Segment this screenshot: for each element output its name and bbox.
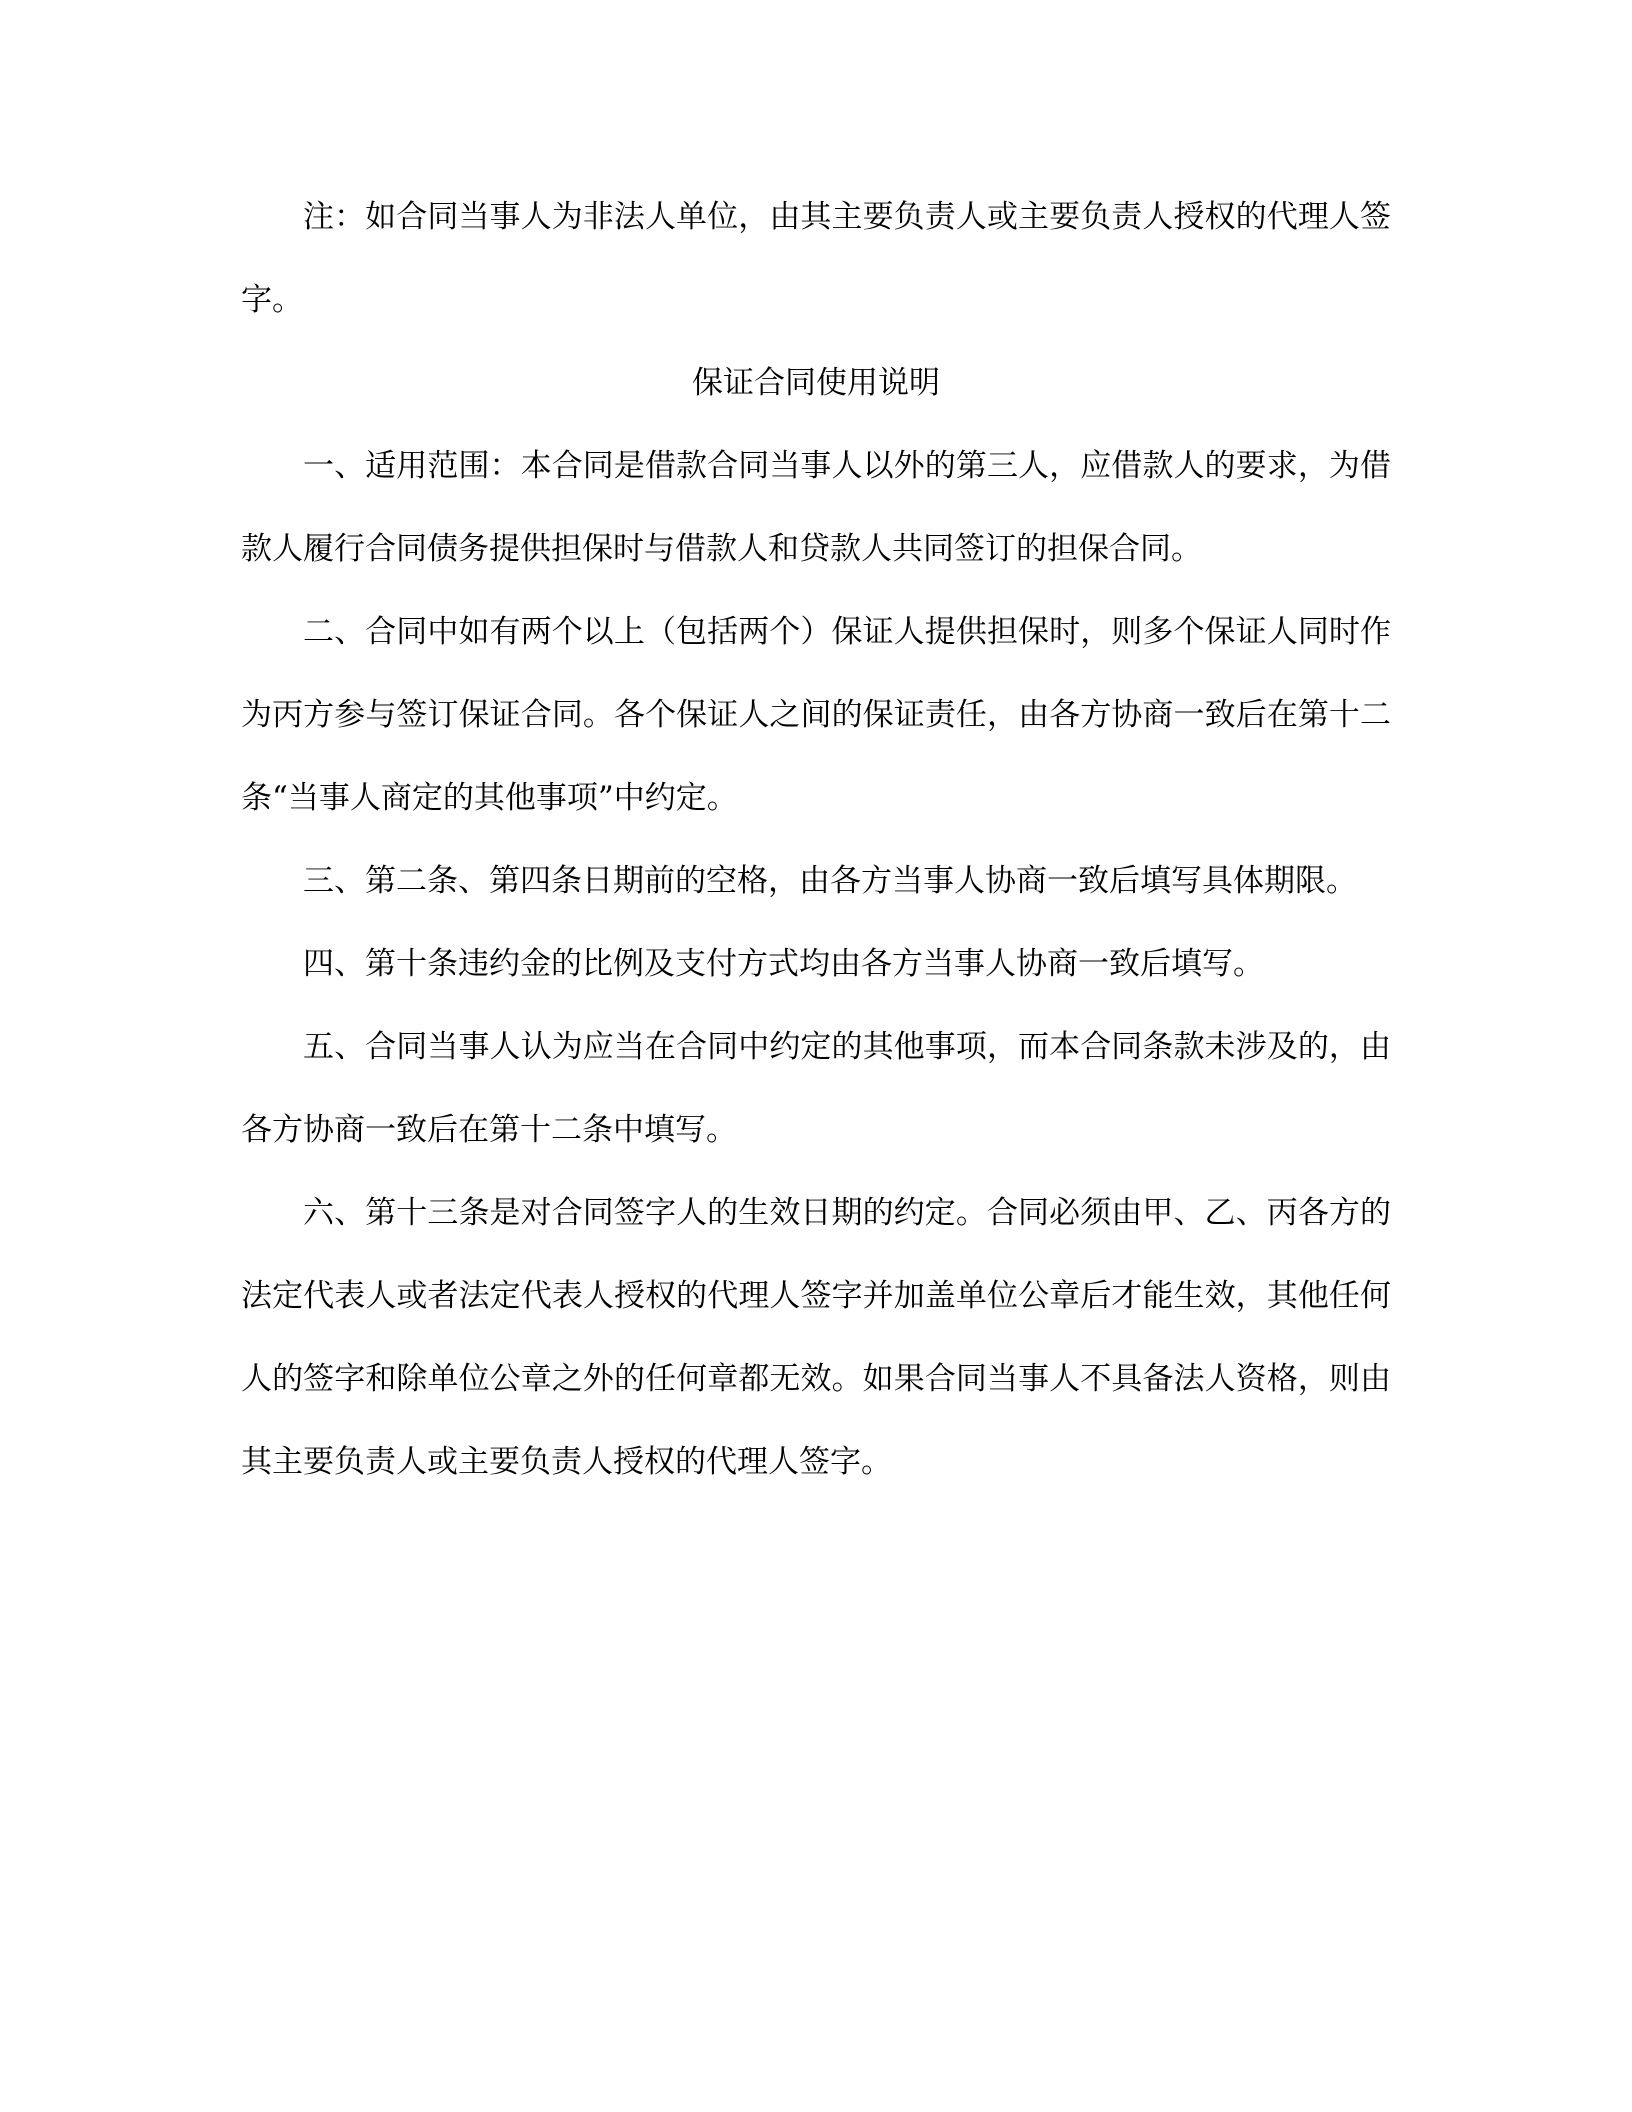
instruction-item-3: 三、第二条、第四条日期前的空格，由各方当事人协商一致后填写具体期限。 [303,863,1357,899]
document-body [241,176,1391,1504]
instruction-item-1: 一、适用范围：本合同是借款合同当事人以外的第三人，应借款人的要求，为借款人履行合同债务提供担保时与借款人和贷款人共同签订的担保合同。 [241,448,1391,567]
instruction-item-5: 五、合同当事人认为应当在合同中约定的其他事项，而本合同条款未涉及的，由各方协商一致后在第十二条中填写。 [241,1029,1391,1148]
instruction-item-6: 六、第十三条是对合同签字人的生效日期的约定。合同必须由甲、乙、丙各方的法定代表人或者法定代表人授权的代理人签字并加盖单位公章后才能生效，其他任何人的签字和除单位公章之外的任何章都无效。如果合同当事人不具备法人资格，则由其主要负责人或主要负责人授权的代理人签字。 [241,1195,1391,1480]
instruction-item-2: 二、合同中如有两个以上（包括两个）保证人提供担保时，则多个保证人同时作为丙方参与签订保证合同。各个保证人之间的保证责任，由各方协商一致后在第十二条“当事人商定的其他事项”中约定。 [241,614,1391,816]
instruction-item-4: 四、第十条违约金的比例及支付方式均由各方当事人协商一致后填写。 [303,946,1264,982]
section-title: 保证合同使用说明 [692,365,940,401]
note-paragraph: 注：如合同当事人为非法人单位，由其主要负责人或主要负责人授权的代理人签字。 [241,199,1391,318]
